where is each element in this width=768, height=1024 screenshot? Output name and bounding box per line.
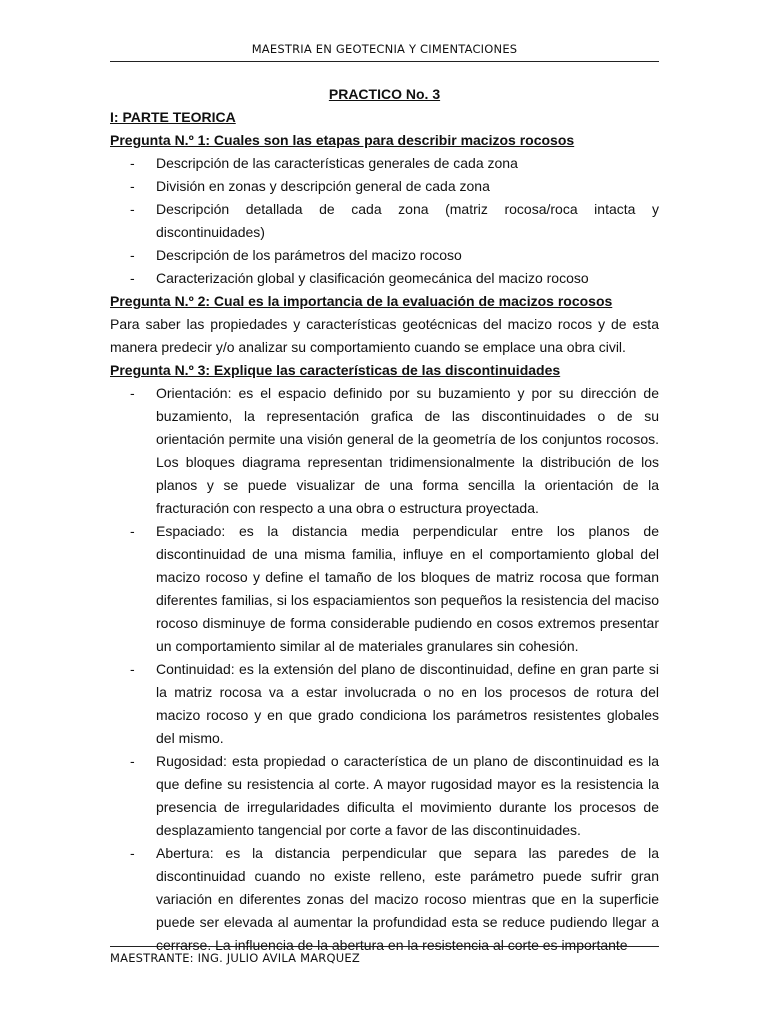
dash-bullet: -: [130, 201, 135, 217]
question-2-title: Pregunta N.º 2: Cual es la importancia de la evaluación de macizos rocosos: [110, 293, 613, 309]
list-item: [110, 382, 659, 520]
question-1-list: [110, 152, 659, 290]
part-title: I: PARTE TEORICA: [110, 109, 236, 125]
list-item-text: Descripción de las características generales de cada zona: [156, 155, 518, 171]
list-item-text: División en zonas y descripción general de cada zona: [156, 178, 490, 194]
list-item-text: Espaciado: es la distancia media perpendicular entre los planos de discontinuidad de una misma familia, influye en el comportamiento global del macizo rocoso y define el tamaño de los bloques de matriz rocosa que forman diferentes familias, si los espaciamientos son pequeños la resistencia del maciso rocoso disminuye de forma considerable pudiendo en cosos extremos presentar un comportamiento similar al de materiales granulares sin cohesión.: [156, 523, 659, 654]
list-item: [110, 152, 659, 175]
question-1-title: Pregunta N.º 1: Cuales son las etapas para describir macizos rocosos: [110, 132, 575, 148]
question-3-list: [110, 382, 659, 957]
page-footer: MAESTRANTE: ING. JULIO AVILA MARQUEZ: [110, 946, 659, 965]
list-item-text: Rugosidad: esta propiedad o característica de un plano de discontinuidad es la que define su resistencia al corte. A mayor rugosidad mayor es la resistencia la presencia de irregularidades dificulta el movimiento durante los procesos de desplazamiento tangencial por corte a favor de las discontinuidades.: [156, 753, 659, 838]
document-body: [110, 106, 659, 957]
list-item-text: Descripción detallada de cada zona (matriz rocosa/roca intacta y discontinuidades): [156, 201, 659, 240]
list-item: [110, 198, 659, 244]
list-item: [110, 750, 659, 842]
list-item-text: Orientación: es el espacio definido por su buzamiento y por su dirección de buzamiento, la representación grafica de las discontinuidades o de su orientación permite una visión general de la geometría de los conjuntos rocosos. Los bloques diagrama representan tridimensionalmente la distribución de los planos y se puede visualizar de una forma sencilla la orientación de la fracturación con respecto a una obra o estructura proyectada.: [156, 385, 659, 516]
dash-bullet: -: [130, 247, 135, 263]
list-item-text: Caracterización global y clasificación geomecánica del macizo rocoso: [156, 270, 589, 286]
list-item: [110, 658, 659, 750]
dash-bullet: -: [130, 523, 135, 539]
list-item: [110, 175, 659, 198]
list-item: [110, 842, 659, 957]
document-title: PRACTICO No. 3: [328, 86, 441, 102]
list-item: [110, 520, 659, 658]
dash-bullet: -: [130, 845, 135, 861]
dash-bullet: -: [130, 270, 135, 286]
list-item: [110, 244, 659, 267]
dash-bullet: -: [130, 661, 135, 677]
list-item-text: Descripción de los parámetros del macizo rocoso: [156, 247, 462, 263]
question-3-title: Pregunta N.º 3: Explique las características de las discontinuidades: [110, 362, 561, 378]
list-item: [110, 267, 659, 290]
dash-bullet: -: [130, 385, 135, 401]
question-2-answer: Para saber las propiedades y características geotécnicas del macizo rocos y de esta manera predecir y/o analizar su comportamiento cuando se emplace una obra civil.: [110, 316, 659, 355]
dash-bullet: -: [130, 753, 135, 769]
list-item-text: Continuidad: es la extensión del plano de discontinuidad, define en gran parte si la matriz rocosa va a estar involucrada o no en los procesos de rotura del macizo rocoso y en que grado condiciona los parámetros resistentes globales del mismo.: [156, 661, 659, 746]
page-header: MAESTRIA EN GEOTECNIA Y CIMENTACIONES: [110, 41, 659, 62]
dash-bullet: -: [130, 178, 135, 194]
list-item-text: Abertura: es la distancia perpendicular que separa las paredes de la discontinuidad cuando no existe relleno, este parámetro puede sufrir gran variación en diferentes zonas del macizo rocoso mientras que en la superficie puede ser elevada al aumentar la profundidad esta se reduce pudiendo llegar a cerrarse. La influencia de la abertura en la resistencia al corte es importante: [156, 845, 659, 953]
dash-bullet: -: [130, 155, 135, 171]
